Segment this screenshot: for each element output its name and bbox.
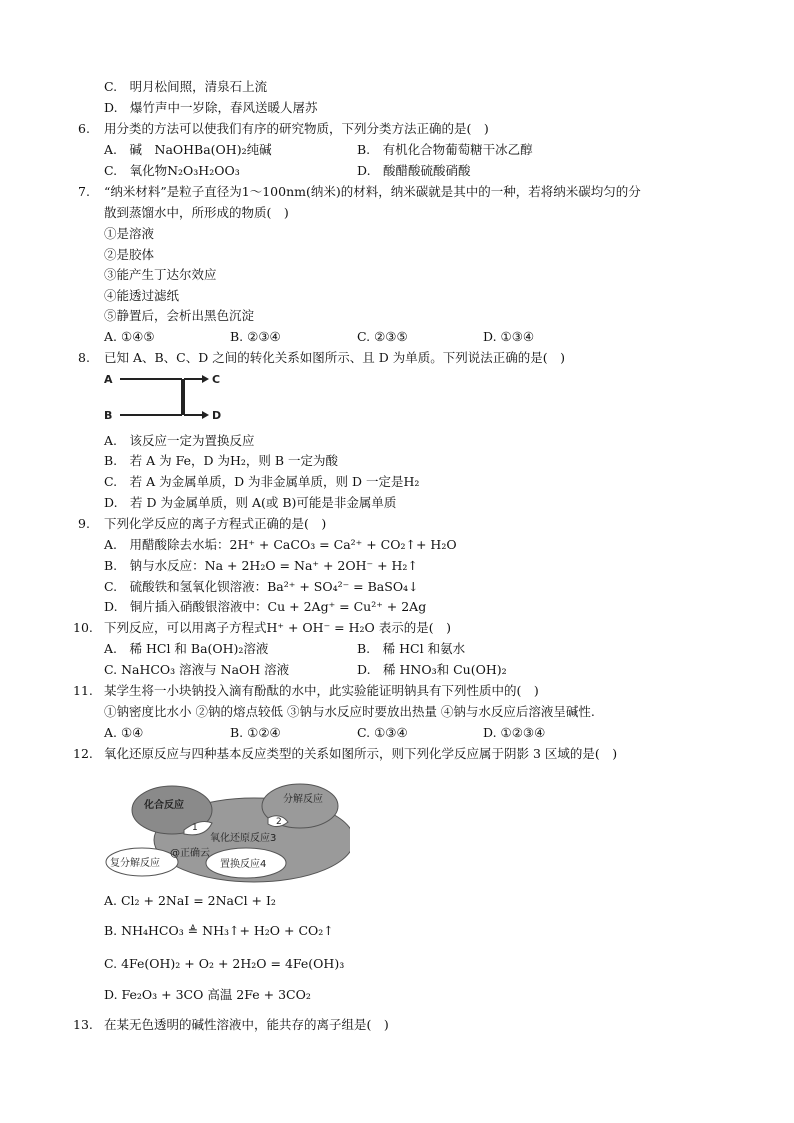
q10-number: 10.	[73, 620, 93, 635]
q12-label-double-decomposition: 复分解反应	[110, 858, 160, 869]
q7-statement-1: ①是溶液	[104, 226, 155, 241]
q12-label-combination: 化合反应	[144, 800, 184, 811]
q12-option-b: B. NH₄HCO₃ ≜ NH₃↑+ H₂O + CO₂↑	[104, 923, 334, 938]
q12-label-region-1: 1	[192, 823, 198, 833]
q7-stem-line1: “纳米材料”是粒子直径为1～100nm(纳米)的材料，纳米碳就是其中的一种，若将纳米碳均匀的分	[104, 184, 641, 199]
q7-option-d: D. ①③④	[483, 329, 535, 344]
q12-label-decomposition: 分解反应	[283, 794, 323, 805]
q5-option-d: D. 爆竹声中一岁除，春风送暖人屠苏	[104, 100, 318, 115]
q8-option-b: B. 若 A 为 Fe，D 为H₂，则 B 一定为酸	[104, 453, 339, 468]
q12-option-d: D. Fe₂O₃ + 3CO 高温 2Fe + 3CO₂	[104, 987, 311, 1002]
q12-number: 12.	[73, 746, 93, 761]
q11-option-d: D. ①②③④	[483, 725, 546, 740]
q7-option-b: B. ②③④	[230, 329, 281, 344]
q11-option-a: A. ①④	[104, 725, 144, 740]
q12-label-redox: 氧化还原反应3	[210, 833, 277, 844]
q8-diagram-label-b: B	[104, 409, 113, 422]
q8-diagram-label-c: C	[212, 373, 221, 386]
q6-stem: 用分类的方法可以使我们有序的研究物质，下列分类方法正确的是( )	[104, 121, 489, 136]
q8-option-a: A. 该反应一定为置换反应	[104, 433, 255, 448]
q8-conversion-diagram	[102, 368, 232, 426]
q6-number: 6.	[78, 121, 90, 136]
q9-option-b: B. 钠与水反应：Na + 2H₂O = Na⁺ + 2OH⁻ + H₂↑	[104, 558, 418, 573]
q7-number: 7.	[78, 184, 90, 199]
q8-diagram-label-a: A	[104, 373, 113, 386]
q9-option-a: A. 用醋酸除去水垢：2H⁺ + CaCO₃ = Ca²⁺ + CO₂↑+ H₂O	[104, 537, 457, 552]
q9-stem: 下列化学反应的离子方程式正确的是( )	[104, 516, 327, 531]
q10-option-b: B. 稀 HCl 和氨水	[357, 641, 466, 656]
q6-option-b: B. 有机化合物葡萄糖干冰乙醇	[357, 142, 533, 157]
q7-statement-3: ③能产生丁达尔效应	[104, 267, 217, 282]
q9-number: 9.	[78, 516, 90, 531]
q5-option-c: C. 明月松间照，清泉石上流	[104, 79, 268, 94]
q8-stem: 已知 A、B、C、D 之间的转化关系如图所示、且 D 为单质。下列说法正确的是( )	[104, 350, 565, 365]
q7-option-c: C. ②③⑤	[357, 329, 408, 344]
q8-number: 8.	[78, 350, 90, 365]
q6-option-c: C. 氧化物N₂O₃H₂OO₃	[104, 163, 240, 178]
q11-option-c: C. ①③④	[357, 725, 408, 740]
q9-option-d: D. 铜片插入硝酸银溶液中：Cu + 2Ag⁺ = Cu²⁺ + 2Ag	[104, 599, 427, 614]
q7-stem-line2: 散到蒸馏水中，所形成的物质( )	[104, 205, 289, 220]
q12-label-displacement: 置换反应4	[220, 859, 267, 870]
q7-statement-4: ④能透过滤纸	[104, 288, 180, 303]
q6-option-d: D. 酸醋酸硫酸硝酸	[357, 163, 471, 178]
q7-statement-5: ⑤静置后，会析出黑色沉淀	[104, 308, 255, 323]
q7-option-a: A. ①④⑤	[104, 329, 155, 344]
q12-option-a: A. Cl₂ + 2NaI = 2NaCl + I₂	[104, 893, 276, 908]
q9-option-c: C. 硫酸铁和氢氧化钡溶液：Ba²⁺ + SO₄²⁻ = BaSO₄↓	[104, 579, 419, 594]
q11-option-b: B. ①②④	[230, 725, 281, 740]
q6-option-a: A. 碱 NaOHBa(OH)₂纯碱	[104, 142, 272, 157]
q12-label-region-2: 2	[276, 817, 282, 827]
q10-option-c: C. NaHCO₃ 溶液与 NaOH 溶液	[104, 662, 290, 677]
q12-reaction-venn-diagram	[100, 778, 350, 888]
q11-stem: 某学生将一小块钠投入滴有酚酞的水中，此实验能证明钠具有下列性质中的( )	[104, 683, 539, 698]
q11-number: 11.	[73, 683, 93, 698]
q11-statements: ①钠密度比水小 ②钠的熔点较低 ③钠与水反应时要放出热量 ④钠与水反应后溶液呈碱性.	[104, 704, 595, 719]
q12-watermark: @正确云	[170, 848, 210, 859]
q8-diagram-label-d: D	[212, 409, 222, 422]
q8-option-d: D. 若 D 为金属单质，则 A(或 B)可能是非金属单质	[104, 495, 397, 510]
q8-option-c: C. 若 A 为金属单质，D 为非金属单质，则 D 一定是H₂	[104, 474, 420, 489]
q12-stem: 氧化还原反应与四种基本反应类型的关系如图所示，则下列化学反应属于阴影 3 区域的是( )	[104, 746, 618, 761]
q12-option-c: C. 4Fe(OH)₂ + O₂ + 2H₂O = 4Fe(OH)₃	[104, 956, 345, 971]
q10-option-d: D. 稀 HNO₃和 Cu(OH)₂	[357, 662, 507, 677]
q10-option-a: A. 稀 HCl 和 Ba(OH)₂溶液	[104, 641, 269, 656]
q13-stem: 在某无色透明的碱性溶液中，能共存的离子组是( )	[104, 1017, 389, 1032]
q10-stem: 下列反应，可以用离子方程式H⁺ + OH⁻ = H₂O 表示的是( )	[104, 620, 451, 635]
q13-number: 13.	[73, 1017, 93, 1032]
q7-statement-2: ②是胶体	[104, 247, 155, 262]
